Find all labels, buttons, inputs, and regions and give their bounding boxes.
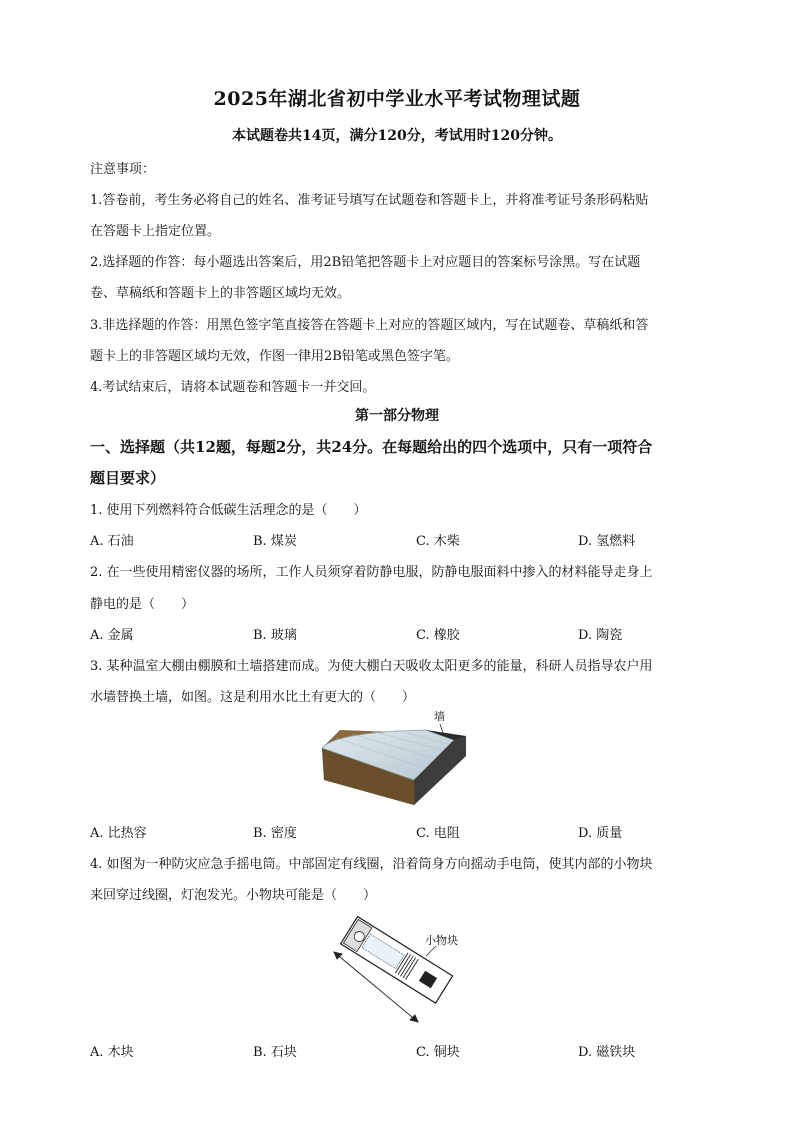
q3-option-c: C. 电阻 (416, 826, 460, 841)
question-2-stem: 2. 在一些使用精密仪器的场所，工作人员须穿着防静电服，防静电服面料中掺入的材料能导走身上 (90, 565, 653, 580)
question-3-stem: 3. 某种温室大棚由棚膜和土墙搭建而成。为使大棚白天吸收太阳更多的能量，科研人员指导农户用 (90, 659, 653, 674)
section-heading: 一、选择题（共12题，每题2分，共24分。在每题给出的四个选项中，只有一项符合 (90, 438, 653, 456)
notice-heading: 注意事项： (90, 162, 156, 177)
section-heading: 题目要求） (90, 469, 166, 487)
wall-label: 墙 (434, 710, 445, 723)
q4-option-c: C. 铜块 (416, 1045, 460, 1060)
q3-option-b: B. 密度 (253, 826, 297, 841)
q2-option-d: D. 陶瓷 (578, 628, 623, 643)
exam-info: 本试题卷共14页，满分120分，考试用时120分钟。 (232, 128, 562, 144)
q2-option-b: B. 玻璃 (253, 628, 297, 643)
small-block (419, 971, 437, 989)
notice-line: 2.选择题的作答：每小题选出答案后，用2B铅笔把答题卡上对应题目的答案标号涂黑。写在试题 (90, 255, 641, 270)
q4-option-d: D. 磁铁块 (578, 1045, 636, 1060)
question-4-stem: 来回穿过线圈，灯泡发光。小物块可能是（ ） (90, 888, 377, 903)
q3-option-a: A. 比热容 (90, 826, 147, 841)
notice-line: 题卡上的非答题区域均无效，作图一律用2B铅笔或黑色签字笔。 (90, 349, 459, 364)
q3-option-d: D. 质量 (578, 826, 623, 841)
notice-line: 在答题卡上指定位置。 (90, 224, 221, 239)
q1-option-d: D. 氢燃料 (578, 534, 636, 549)
notice-line: 卷、草稿纸和答题卡上的非答题区域均无效。 (90, 286, 351, 301)
greenhouse-figure (316, 708, 476, 812)
q4-option-b: B. 石块 (253, 1045, 297, 1060)
q1-option-b: B. 煤炭 (253, 534, 297, 549)
flashlight-body (341, 917, 453, 1003)
q4-option-a: A. 木块 (90, 1045, 134, 1060)
small-block-label: 小物块 (425, 934, 458, 947)
question-3-stem: 水墙替换土墙，如图。这是利用水比土有更大的（ ） (90, 690, 416, 705)
q1-option-a: A. 石油 (90, 534, 134, 549)
q2-option-c: C. 橡胶 (416, 628, 460, 643)
q1-option-c: C. 木柴 (416, 534, 460, 549)
notice-line: 4.考试结束后，请将本试题卷和答题卡一并交回。 (90, 380, 376, 395)
part-title: 第一部分物理 (355, 408, 439, 424)
q2-option-a: A. 金属 (90, 628, 134, 643)
question-2-stem: 静电的是（ ） (90, 597, 195, 612)
notice-line: 3.非选择题的作答：用黑色签字笔直接答在答题卡上对应的答题区域内，写在试题卷、草稿纸和答 (90, 318, 649, 333)
page-title: 2025年湖北省初中学业水平考试物理试题 (213, 88, 581, 110)
question-4-stem: 4. 如图为一种防灾应急手摇电筒。中部固定有线圈，沿着筒身方向摇动手电筒，使其内部的小物块 (90, 857, 653, 872)
notice-line: 1.答卷前，考生务必将自己的姓名、准考证号填写在试题卷和答题卡上，并将准考证号条形码粘贴 (90, 193, 649, 208)
flashlight-figure (330, 912, 470, 1030)
question-1-stem: 1. 使用下列燃料符合低碳生活理念的是（ ） (90, 503, 367, 518)
